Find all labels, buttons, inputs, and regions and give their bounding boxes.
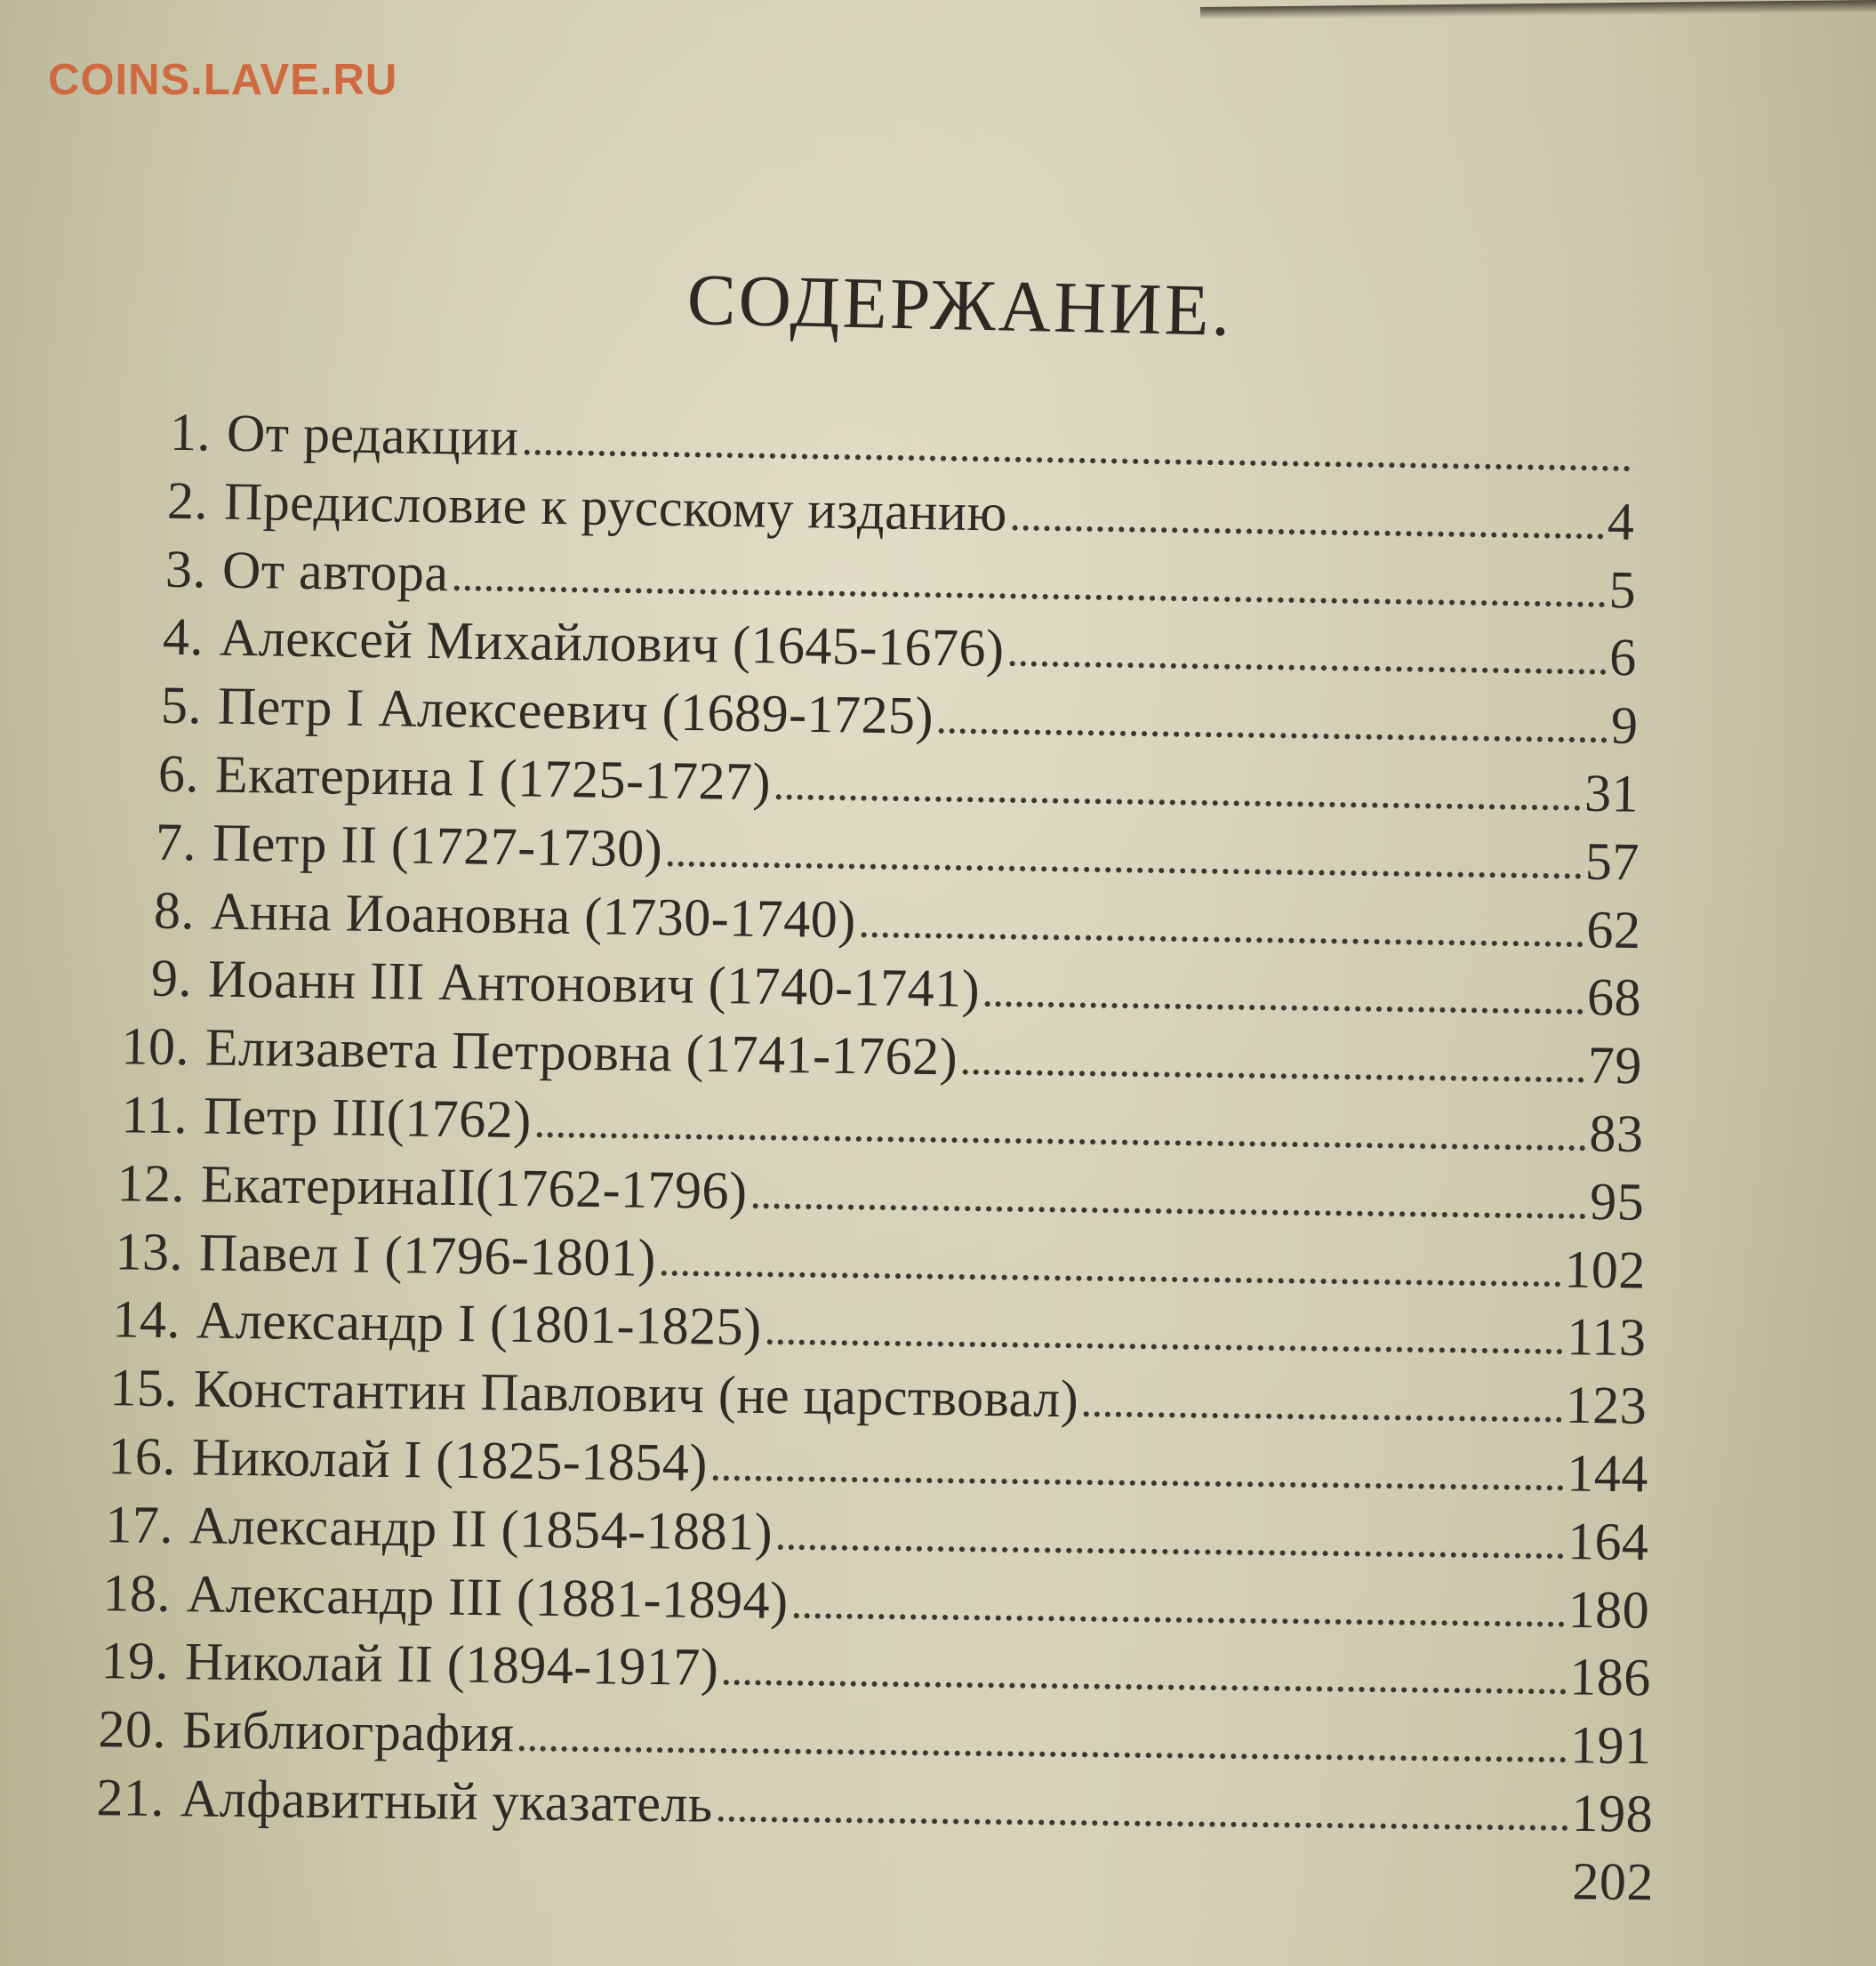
toc-entry-label: От редакции [226,403,519,467]
toc-entry-label: Николай II (1894-1917) [184,1632,719,1697]
toc-entry-page: 123 [1565,1375,1648,1436]
dot-leader [938,728,1607,743]
toc-entry-number: 19. [100,1631,170,1691]
toc-entry-page: 79 [1587,1035,1643,1095]
toc-entry-number: 16. [107,1426,177,1487]
page-title: СОДЕРЖАНИЕ. [686,259,1234,351]
toc-entry [107,946,1642,1029]
toc-entry [100,1152,1645,1233]
toc-entry-page: 83 [1588,1103,1644,1164]
toc-entry [95,1288,1647,1368]
toc-entry-label: Предисловие к русскому изданию [223,471,1008,542]
dot-leader [453,585,1605,607]
toc-entry-label: ЕкатеринаII(1762-1796) [200,1154,749,1220]
toc-entry-page: 68 [1586,967,1642,1028]
toc-entry-number: 12. [116,1153,186,1213]
dot-leader [1013,525,1604,539]
dot-leader [718,1817,1567,1831]
toc-entry-number: 18. [102,1562,172,1623]
toc-entry-label: Петр III(1762) [203,1086,533,1150]
dot-leader [519,1746,1567,1763]
toc-entry-page: 62 [1585,899,1641,959]
dot-leader [778,1545,1564,1559]
toc-entry-label: Павел I (1796-1801) [198,1223,656,1288]
toc-entry-page: 5 [1607,559,1637,620]
dot-leader [766,1340,1563,1355]
toc-entry-number: 15. [109,1358,179,1418]
toc-entry-number: 9. [150,949,193,1008]
toc-entry-page: 186 [1568,1647,1652,1707]
dot-leader [1084,1411,1562,1422]
toc-entry-page: 31 [1583,763,1639,823]
dot-leader [661,1270,1560,1286]
toc-trailing-page [76,1834,1655,1914]
dot-leader [861,932,1583,947]
toc-entry-page: 202 [1572,1851,1655,1912]
toc-entry-label: Анна Иоановна (1730-1740) [210,881,856,949]
dot-leader [776,794,1581,810]
toc-entry-label: Александр III (1881-1894) [187,1563,790,1630]
dot-leader [668,861,1582,879]
dot-leader [724,1680,1566,1695]
toc-entry-number: 20. [98,1699,167,1760]
toc-entry [81,1697,1652,1777]
toc-entry-label: Иоанн III Антонович (1740-1741) [207,949,981,1019]
toc-entry-number: 8. [153,880,196,940]
toc-entry-label: Константин Павлович (не царствовал) [193,1359,1079,1429]
toc-entry-label: Петр II (1727-1730) [212,813,664,879]
toc-entry [83,1629,1651,1709]
toc-entry-number: 14. [112,1289,181,1350]
toc-entry-page: 144 [1566,1443,1648,1504]
toc-entry-label: От автора [221,540,449,602]
toc-entry [88,1493,1649,1573]
toc-entry [97,1220,1646,1301]
toc-entry-page: 102 [1563,1239,1646,1300]
toc-entry [78,1766,1653,1845]
toc-entry [104,1015,1643,1096]
toc-entry [101,1083,1643,1165]
toc-entry-number: 21. [95,1768,164,1828]
dot-leader [985,1001,1583,1015]
toc-entry [90,1424,1648,1505]
toc-entry-label: Алексей Михайлович (1645-1676) [219,608,1006,678]
toc-entry-page: 4 [1607,492,1636,551]
toc-entry-page: 180 [1567,1579,1651,1640]
toc-entry-label: Александр II (1854-1881) [188,1496,774,1561]
toc-entry-label: Библиография [181,1700,516,1763]
toc-entry-label: Александр I (1801-1825) [196,1290,762,1357]
dot-leader [794,1613,1565,1627]
toc-entry-number: 6. [157,743,200,804]
dot-leader [1009,662,1606,676]
toc-entry [92,1356,1648,1437]
toc-entry-number: 2. [166,470,209,531]
dot-leader [536,1132,1585,1151]
toc-entry-label: Петр I Алексеевич (1689-1725) [217,676,934,746]
toc-entry [111,810,1640,893]
toc-entry-page: 164 [1567,1511,1650,1572]
dot-leader [524,450,1630,471]
toc-entry-page: 198 [1570,1783,1654,1843]
dot-leader [963,1070,1584,1083]
toc-entry-label: Екатерина I (1725-1727) [214,744,772,812]
toc-entry-number: 11. [121,1085,188,1145]
toc-entry-number: 13. [114,1221,183,1281]
toc-entry-label: Елизавета Петровна (1741-1762) [204,1017,958,1087]
toc-entry-page: 95 [1589,1171,1645,1232]
toc-entry-page: 191 [1569,1715,1653,1776]
watermark: COINS.LAVE.RU [48,56,398,104]
toc-entry-label: Алфавитный указатель [180,1769,713,1834]
toc-entry-number: 7. [155,812,197,872]
toc-entry-number: 10. [121,1016,190,1077]
toc-entry-number: 17. [105,1495,174,1554]
toc-entry-label: Николай I (1825-1854) [191,1427,708,1493]
toc-entry-number: 4. [162,607,204,667]
toc-entry-number: 3. [164,539,207,598]
toc-entry-number: 5. [160,675,202,735]
dot-leader [752,1203,1586,1219]
toc-entry-page: 57 [1584,831,1640,892]
toc-entry-page: 113 [1566,1307,1647,1368]
toc-entry-number: 1. [169,402,212,462]
toc-entry [85,1561,1650,1641]
toc-entry-page: 9 [1610,695,1639,756]
dot-leader [712,1475,1563,1490]
toc-entry-page: 6 [1609,628,1638,687]
